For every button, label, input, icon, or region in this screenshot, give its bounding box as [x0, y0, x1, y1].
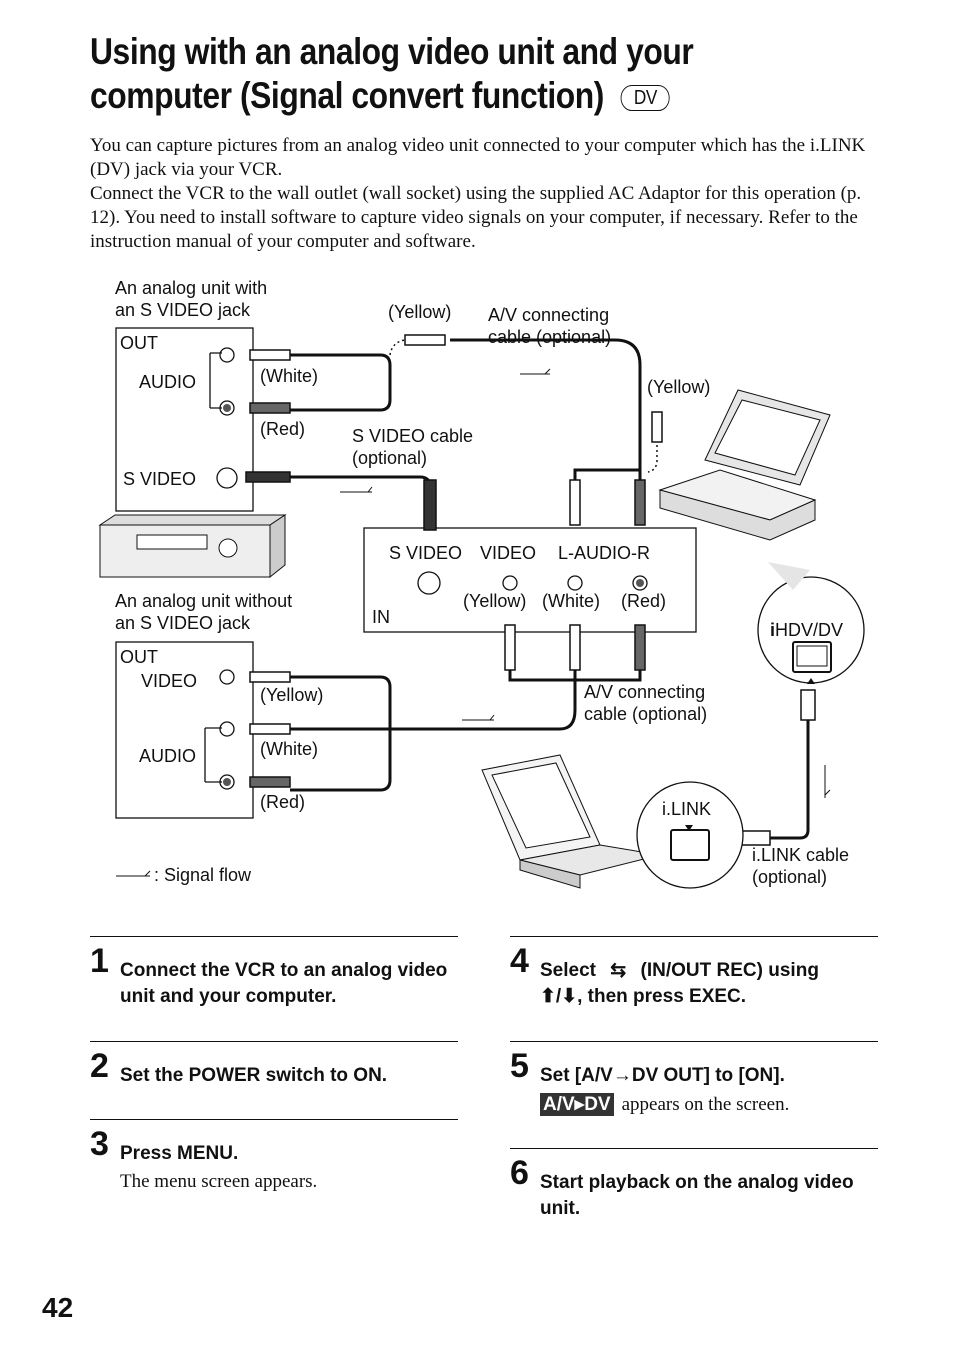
- step-4: [510, 942, 878, 1032]
- label-hdv-dv: iHDV/DV: [770, 620, 844, 640]
- label-yellow-right: (Yellow): [647, 377, 711, 397]
- laptop: [482, 755, 660, 888]
- step-text: Set the POWER switch to ON.: [120, 1065, 388, 1086]
- label-out-1: OUT: [120, 333, 158, 353]
- label-unit-without-svideo: An analog unit without an S VIDEO jack: [115, 591, 293, 633]
- label-in-red: (Red): [621, 591, 667, 611]
- analog-unit-box: [116, 642, 253, 818]
- label-yellow-top: (Yellow): [388, 302, 452, 322]
- in-out-rec-icon: ⇆: [610, 960, 627, 981]
- label-unit-with-svideo: An analog unit with an S VIDEO jack: [115, 278, 268, 320]
- step-6: [510, 1154, 878, 1234]
- step-subtext: A/V▸DV appears on the screen.: [540, 1093, 789, 1116]
- step-number: 2: [90, 1047, 109, 1085]
- step-text: Select ⇆ (IN/OUT REC) using ⬆/⬇, then press EXEC.: [540, 960, 819, 1007]
- intro-paragraph-1: You can capture pictures from an analog video unit connected to your computer which has the i.LINK (DV) jack via your VCR.: [90, 135, 866, 180]
- label-svideo-cable: S VIDEO cable (optional): [352, 426, 474, 468]
- page-number: 42: [42, 1292, 74, 1323]
- step-2: [90, 1047, 458, 1107]
- dv-badge: DV: [621, 85, 670, 111]
- label-white-2: (White): [260, 739, 318, 759]
- label-red-2: (Red): [260, 792, 306, 812]
- label-in: IN: [372, 607, 390, 627]
- label-in-video: VIDEO: [480, 543, 537, 563]
- rule-step2: [90, 1041, 458, 1042]
- label-signal-flow: : Signal flow: [154, 865, 252, 885]
- intro-text: [90, 134, 880, 254]
- rule-step6: [510, 1148, 878, 1149]
- step-text: Start playback on the analog video unit.: [540, 1172, 854, 1219]
- step-number: 4: [510, 942, 529, 980]
- step-number: 6: [510, 1154, 529, 1192]
- step-3: [90, 1125, 458, 1205]
- label-audio-2: AUDIO: [139, 746, 197, 766]
- rule-step1: [90, 936, 458, 937]
- step-number: 3: [90, 1125, 109, 1163]
- label-svideo-out: S VIDEO: [123, 469, 197, 489]
- label-in-yellow: (Yellow): [463, 591, 527, 611]
- step-text: Connect the VCR to an analog video unit and your computer.: [120, 960, 448, 1007]
- step-1: [90, 942, 458, 1032]
- av-dv-indicator-icon: A/V▸DV: [540, 1093, 614, 1116]
- vcr-deck: [100, 515, 285, 577]
- intro-paragraph-2: Connect the VCR to the wall outlet (wall socket) using the supplied AC Adaptor for this operation (p. 12). You need to install software to capture video signals on your computer, if necessary. Refer to the instruction manual of your computer and software.: [90, 183, 862, 252]
- rule-step3: [90, 1119, 458, 1120]
- label-out-2: OUT: [120, 647, 158, 667]
- label-ilink: i.LINK: [662, 799, 712, 819]
- label-yellow-2: (Yellow): [260, 685, 324, 705]
- label-in-white: (White): [542, 591, 600, 611]
- step-number: 5: [510, 1047, 529, 1085]
- rule-step4: [510, 936, 878, 937]
- title-line2: computer (Signal convert function): [90, 75, 604, 116]
- connection-diagram: [0, 270, 954, 910]
- rule-step5: [510, 1041, 878, 1042]
- label-red-1: (Red): [260, 419, 306, 439]
- step-text: Press MENU.: [120, 1143, 239, 1164]
- step-text: Set [A/V→DV OUT] to [ON].: [540, 1065, 785, 1086]
- label-av-cable-bottom: A/V connecting cable (optional): [584, 682, 708, 724]
- label-ilink-cable: i.LINK cable (optional): [752, 845, 850, 887]
- label-in-audio: L-AUDIO-R: [558, 543, 651, 563]
- step-number: 1: [90, 942, 109, 980]
- label-video-out: VIDEO: [141, 671, 198, 691]
- label-in-svideo: S VIDEO: [389, 543, 463, 563]
- label-audio-1: AUDIO: [139, 372, 197, 392]
- label-white-1: (White): [260, 366, 318, 386]
- step-subtext: The menu screen appears.: [120, 1171, 318, 1192]
- label-av-cable-top: A/V connecting cable (optional): [488, 305, 612, 347]
- hdv-device: [660, 390, 830, 540]
- step-5: [510, 1047, 878, 1137]
- title-line1: Using with an analog video unit and your: [90, 31, 694, 72]
- ilink-logo-icon: i: [770, 620, 776, 640]
- page-title: [90, 30, 761, 118]
